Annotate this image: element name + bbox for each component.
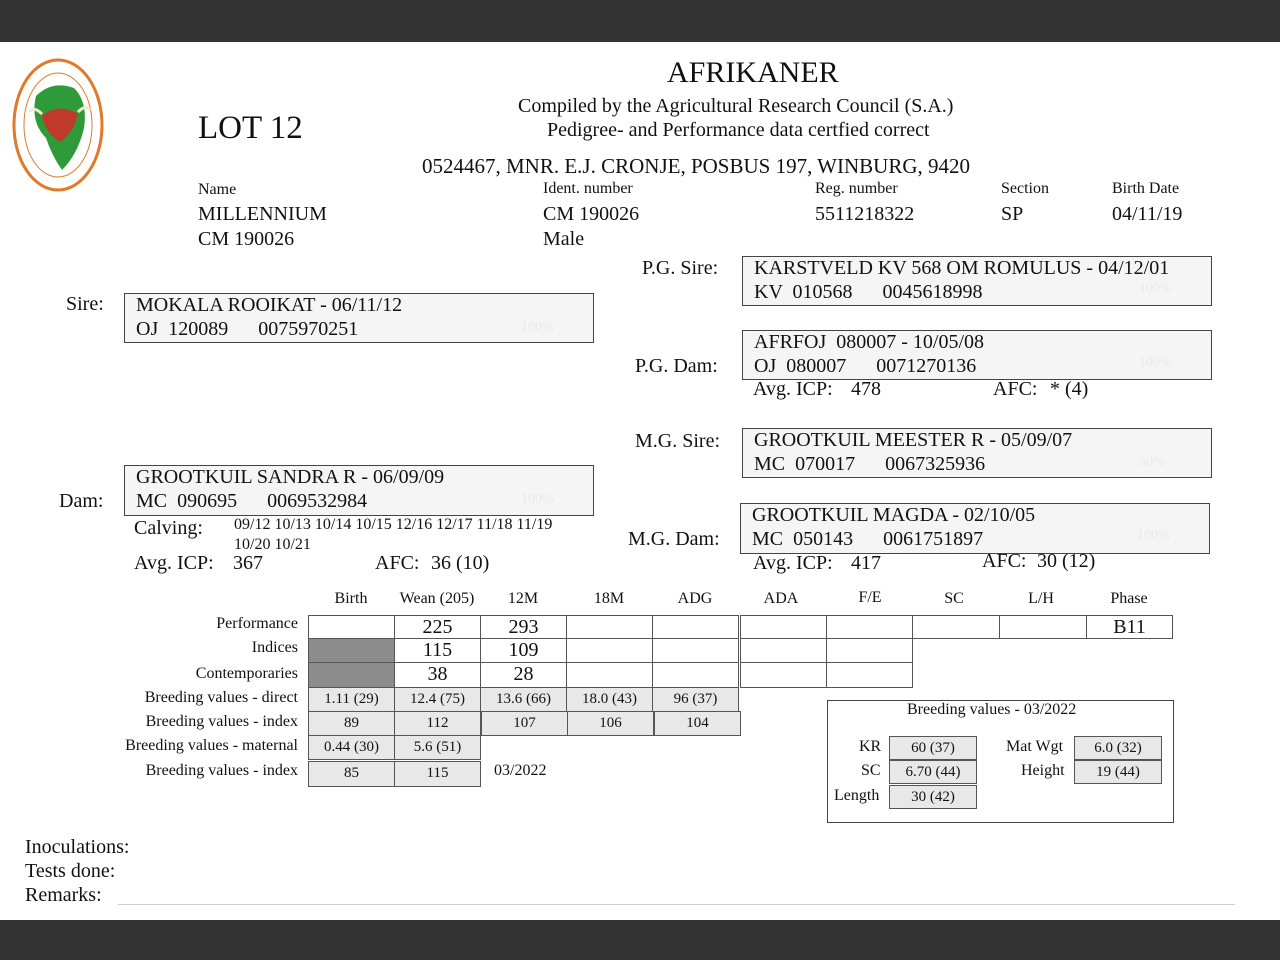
col-phase: Phase bbox=[1110, 590, 1148, 607]
idx-12m-cell: 109 bbox=[480, 638, 567, 663]
dam-afc-label: AFC: bbox=[375, 552, 420, 574]
mg-dam-id: MC 050143 0061751897 bbox=[752, 528, 984, 550]
mat-wgt-value: 6.0 (32) bbox=[1074, 736, 1162, 760]
col-adg: ADG bbox=[677, 590, 713, 607]
dam-label: Dam: bbox=[59, 490, 104, 512]
cont-adg-cell bbox=[652, 662, 739, 688]
height-value: 19 (44) bbox=[1074, 760, 1162, 784]
mg-dam-afc: 30 (12) bbox=[1037, 550, 1096, 572]
kr-label: KR bbox=[859, 738, 882, 755]
mg-dam-label: M.G. Dam: bbox=[628, 528, 720, 550]
cont-12m-cell: 28 bbox=[480, 662, 567, 688]
bv-maternal-index-birth-cell: 85 bbox=[308, 761, 395, 787]
dam-percent: 100% bbox=[521, 492, 554, 507]
animal-name: MILLENNIUM bbox=[198, 203, 327, 225]
pg-dam-afc-label: AFC: bbox=[993, 378, 1038, 400]
bv-direct-birth-cell: 1.11 (29) bbox=[308, 687, 395, 712]
sire-id: OJ 120089 0075970251 bbox=[136, 318, 359, 340]
bv-maternal-wean-cell: 5.6 (51) bbox=[394, 735, 481, 760]
birth-date: 04/11/19 bbox=[1112, 203, 1183, 225]
calving-label: Calving: bbox=[134, 517, 203, 539]
breeder-address: 0524467, MNR. E.J. CRONJE, POSBUS 197, WINBURG, 9420 bbox=[422, 154, 971, 178]
perf-sc-cell bbox=[912, 615, 1000, 639]
pg-dam-label: P.G. Dam: bbox=[635, 355, 718, 377]
idx-fe-cell bbox=[826, 638, 913, 663]
mg-dam-icp-label: Avg. ICP: bbox=[753, 552, 833, 574]
section-label: Section bbox=[1001, 180, 1049, 197]
remarks-label: Remarks: bbox=[25, 884, 102, 906]
mg-dam-icp: 417 bbox=[851, 552, 881, 574]
mg-sire-label: M.G. Sire: bbox=[635, 430, 720, 452]
pg-dam-box bbox=[742, 330, 1212, 380]
perf-fe-cell bbox=[826, 615, 913, 639]
mg-dam-afc-label: AFC: bbox=[982, 550, 1027, 572]
pg-sire-box bbox=[742, 256, 1212, 306]
pg-dam-name: AFRFOJ 080007 - 10/05/08 bbox=[754, 331, 985, 353]
perf-lh-cell bbox=[999, 615, 1087, 639]
mg-sire-name: GROOTKUIL MEESTER R - 05/09/07 bbox=[754, 429, 1073, 451]
col-wean: Wean (205) bbox=[399, 590, 475, 607]
mg-dam-name: GROOTKUIL MAGDA - 02/10/05 bbox=[752, 504, 1036, 526]
bv-maternal-birth-cell: 0.44 (30) bbox=[308, 735, 395, 760]
mg-dam-percent: 100% bbox=[1137, 528, 1170, 543]
mat-wgt-label: Mat Wgt bbox=[1006, 738, 1064, 755]
bv-index-12m-cell: 107 bbox=[481, 711, 568, 736]
pg-dam-id: OJ 080007 0071270136 bbox=[754, 355, 977, 377]
bv-index-18m-cell: 106 bbox=[567, 711, 654, 736]
perf-wean-cell: 225 bbox=[394, 615, 481, 639]
idx-adg-cell bbox=[652, 638, 739, 663]
ident-number: CM 190026 bbox=[543, 203, 640, 225]
breed-society-logo bbox=[12, 58, 104, 192]
sc-value: 6.70 (44) bbox=[889, 760, 977, 784]
idx-birth-cell bbox=[308, 638, 395, 663]
bv-index-birth-cell: 89 bbox=[308, 711, 395, 736]
pg-dam-afc: * (4) bbox=[1050, 378, 1089, 400]
bv-direct-adg-cell: 96 (37) bbox=[652, 687, 739, 712]
calving-dates-1: 09/12 10/13 10/14 10/15 12/16 12/17 11/18 11/19 bbox=[234, 516, 553, 533]
bv-direct-18m-cell: 18.0 (43) bbox=[566, 687, 653, 712]
calving-dates-2: 10/20 10/21 bbox=[234, 536, 311, 553]
animal-code: CM 190026 bbox=[198, 228, 295, 250]
dam-afc: 36 (10) bbox=[431, 552, 490, 574]
dam-box bbox=[124, 465, 594, 516]
perf-adg-cell bbox=[652, 615, 739, 639]
row-label-performance: Performance bbox=[216, 615, 298, 632]
sc-label: SC bbox=[861, 762, 881, 779]
perf-birth-cell bbox=[308, 615, 395, 639]
row-label-bv-maternal-index: Breeding values - index bbox=[145, 762, 298, 779]
inoculations-label: Inoculations: bbox=[25, 836, 130, 858]
reg-number: 5511218322 bbox=[815, 203, 915, 225]
section-value: SP bbox=[1001, 203, 1024, 225]
pg-sire-percent: 100% bbox=[1139, 281, 1172, 296]
bottom-dark-bar bbox=[0, 920, 1280, 960]
pg-dam-icp: 478 bbox=[851, 378, 881, 400]
pg-dam-icp-label: Avg. ICP: bbox=[753, 378, 833, 400]
col-fe: F/E bbox=[858, 589, 882, 606]
pg-dam-percent: 100% bbox=[1139, 355, 1172, 370]
mg-dam-box bbox=[740, 503, 1210, 554]
compiled-by: Compiled by the Agricultural Research Council (S.A.) bbox=[518, 95, 954, 117]
bv-maternal-index-wean-cell: 115 bbox=[394, 761, 481, 787]
idx-wean-cell: 115 bbox=[394, 638, 481, 663]
pg-sire-id: KV 010568 0045618998 bbox=[754, 281, 983, 303]
col-12m: 12M bbox=[507, 590, 539, 607]
col-birth: Birth bbox=[334, 590, 368, 607]
lot-number: LOT 12 bbox=[198, 110, 303, 146]
perf-18m-cell bbox=[566, 615, 653, 639]
animal-sex: Male bbox=[543, 228, 585, 250]
sire-box bbox=[124, 293, 594, 343]
dam-name: GROOTKUIL SANDRA R - 06/09/09 bbox=[136, 466, 445, 488]
bv-direct-12m-cell: 13.6 (66) bbox=[480, 687, 567, 712]
bv-panel-title: Breeding values - 03/2022 bbox=[907, 701, 1077, 718]
row-label-indices: Indices bbox=[251, 639, 298, 656]
row-label-contemporaries: Contemporaries bbox=[195, 665, 298, 682]
idx-18m-cell bbox=[566, 638, 653, 663]
ident-label: Ident. number bbox=[543, 180, 633, 197]
cont-fe-cell bbox=[826, 662, 913, 688]
length-value: 30 (42) bbox=[889, 785, 977, 809]
remarks-divider bbox=[118, 904, 1235, 905]
breed-title: AFRIKANER bbox=[667, 56, 839, 89]
col-ada: ADA bbox=[763, 590, 799, 607]
bv-date: 03/2022 bbox=[494, 762, 547, 779]
dam-icp-label: Avg. ICP: bbox=[134, 552, 214, 574]
dam-icp: 367 bbox=[233, 552, 263, 574]
sire-name: MOKALA ROOIKAT - 06/11/12 bbox=[136, 294, 403, 316]
mg-sire-percent: 50% bbox=[1139, 455, 1165, 470]
col-sc: SC bbox=[944, 590, 964, 607]
cont-ada-cell bbox=[740, 662, 827, 688]
name-label: Name bbox=[198, 181, 237, 198]
certified-note: Pedigree- and Performance data certfied correct bbox=[547, 119, 930, 141]
cont-wean-cell: 38 bbox=[394, 662, 481, 688]
cont-birth-cell bbox=[308, 662, 395, 688]
reg-label: Reg. number bbox=[815, 180, 898, 197]
col-18m: 18M bbox=[593, 590, 625, 607]
perf-12m-cell: 293 bbox=[480, 615, 567, 639]
sire-percent: 100% bbox=[521, 320, 554, 335]
mg-sire-id: MC 070017 0067325936 bbox=[754, 453, 986, 475]
afrikaner-society-logo-icon bbox=[12, 58, 104, 192]
height-label: Height bbox=[1021, 762, 1065, 779]
pg-sire-label: P.G. Sire: bbox=[642, 257, 719, 279]
length-label: Length bbox=[834, 787, 880, 804]
bv-direct-wean-cell: 12.4 (75) bbox=[394, 687, 481, 712]
row-label-bv-direct: Breeding values - direct bbox=[144, 689, 298, 706]
pg-sire-name: KARSTVELD KV 568 OM ROMULUS - 04/12/01 bbox=[754, 257, 1170, 279]
top-dark-bar bbox=[0, 0, 1280, 42]
col-lh: L/H bbox=[1028, 590, 1054, 607]
perf-phase-cell: B11 bbox=[1086, 615, 1173, 639]
perf-ada-cell bbox=[740, 615, 827, 639]
bv-index-wean-cell: 112 bbox=[394, 711, 481, 736]
dam-id: MC 090695 0069532984 bbox=[136, 490, 368, 512]
idx-ada-cell bbox=[740, 638, 827, 663]
kr-value: 60 (37) bbox=[889, 736, 977, 760]
breeding-values-panel bbox=[827, 700, 1174, 823]
row-label-bv-maternal: Breeding values - maternal bbox=[125, 737, 298, 754]
cont-18m-cell bbox=[566, 662, 653, 688]
birth-date-label: Birth Date bbox=[1112, 180, 1180, 197]
tests-done-label: Tests done: bbox=[25, 860, 116, 882]
mg-sire-box bbox=[742, 428, 1212, 478]
bv-index-adg-cell: 104 bbox=[654, 711, 741, 736]
sire-label: Sire: bbox=[66, 293, 104, 315]
row-label-bv-index: Breeding values - index bbox=[145, 713, 298, 730]
